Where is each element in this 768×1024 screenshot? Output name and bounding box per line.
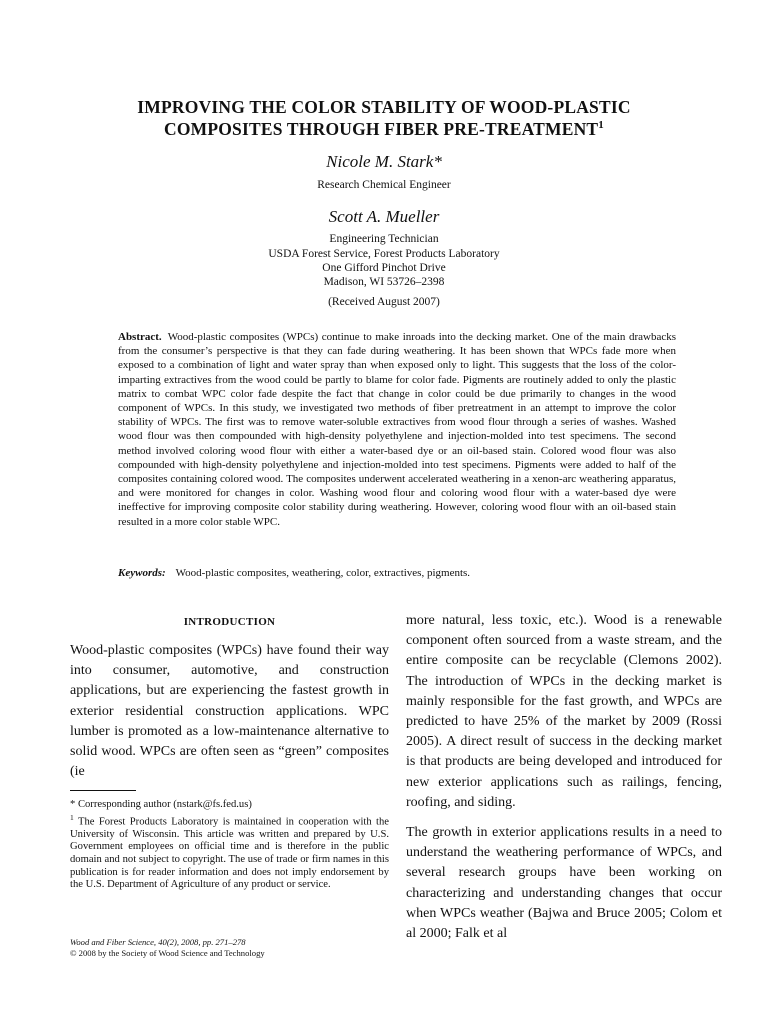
keywords-label: Keywords:	[118, 567, 166, 579]
abstract	[118, 330, 676, 529]
intro-right-column	[406, 611, 722, 944]
keywords-text: Wood-plastic composites, weathering, color, extractives, pigments.	[175, 567, 471, 579]
received-date: (Received August 2007)	[328, 296, 440, 308]
keywords	[118, 566, 676, 580]
footnote-divider	[70, 790, 136, 791]
author-role-2: Engineering Technician	[329, 233, 439, 245]
author-role-1: Research Chemical Engineer	[317, 179, 451, 191]
journal-info	[70, 937, 470, 959]
affiliation-street: One Gifford Pinchot Drive	[322, 262, 446, 274]
title-line-2-text: COMPOSITES THROUGH FIBER PRE-TREATMENT	[163, 119, 599, 139]
affiliation-city: Madison, WI 53726–2398	[323, 276, 445, 288]
footnote-1	[70, 812, 389, 892]
journal-citation: Wood and Fiber Science, 40(2), 2008, pp. 271–278	[70, 937, 246, 947]
title-line-2	[60, 118, 708, 140]
paper-title	[60, 96, 708, 140]
abstract-label: Abstract.	[118, 331, 162, 343]
affiliation-org: USDA Forest Service, Forest Products Laboratory	[268, 248, 500, 260]
footnotes	[70, 799, 389, 892]
section-heading-introduction: INTRODUCTION	[183, 616, 276, 628]
title-line-1: IMPROVING THE COLOR STABILITY OF WOOD-PLASTIC	[137, 97, 631, 117]
author-name-1: Nicole M. Stark*	[326, 152, 442, 171]
intro-right-paragraph-2: The growth in exterior applications results in a need to understand the weathering performance of WPCs, and several research groups have been working on characterizing and understanding changes that occur when WPCs weather (Bajwa and Bruce 2005; Colom et al 2000; Falk et al	[406, 825, 722, 942]
journal-copyright: © 2008 by the Society of Wood Science and Technology	[70, 948, 265, 958]
footnote-corresponding-author: * Corresponding author (nstark@fs.fed.us)	[70, 799, 252, 810]
footnote-1-text: The Forest Products Laboratory is maintained in cooperation with the University of Wisconsin. This article was written and prepared by U.S. Government employees on official time and is therefore in the public domain and not subject to copyright. The use of trade or firm names in this publication is for reader information and does not imply endorsement by the U.S. Department of Agriculture of any product or service.	[70, 816, 389, 891]
author-name-2: Scott A. Mueller	[328, 207, 440, 226]
title-footnote-mark: 1	[598, 119, 604, 132]
intro-right-paragraph-1: more natural, less toxic, etc.). Wood is a renewable component often sourced from a waste stream, and the entire composite can be recyclable (Clemons 2002). The introduction of WPCs in the decking market is mainly responsible for the fast growth, and WPCs are predicted to have 25% of the market by 2009 (Rossi 2005). A direct result of success in the decking market is that products are being developed and introduced for new exterior applications such as railings, fencing, roofing, and siding.	[406, 613, 722, 810]
footnote-1-mark: 1	[70, 812, 74, 822]
abstract-text: Wood-plastic composites (WPCs) continue to make inroads into the decking market. One of the main drawbacks from the consumer’s perspective is that they can fade during weathering. It has been shown that WPCs fade more when exposed to a combination of light and water spray than when exposed only to light. This suggests that the loss of the color-imparting extractives from the wood could be partly to blame for color fade. Pigments are routinely added to only the plastic matrix to combat WPC color fade despite the fact that change in color could be due primarily to changes in the wood component of WPCs. In this study, we investigated two methods of fiber pretreatment in an attempt to improve the color stability of WPCs. The first was to remove water-soluble extractives from wood flour through a series of washes. Washed wood flour was then compounded with high-density polyethylene and injection-molded into test specimens. The second method involved coloring wood flour with either a water-based dye or an oil-based stain. Colored wood flour was also compounded with high-density polyethylene and injection-molded into test specimens. Pigments were added to half of the composites containing colored wood. The composites underwent accelerated weathering in a xenon-arc weathering apparatus, and were monitored for changes in color. Washing wood flour and coloring wood flour with a water-based dye were ineffective for improving composite color stability during weathering. However, coloring wood flour with an oil-based stain resulted in a more color stable WPC.	[118, 331, 676, 528]
intro-left-column	[70, 641, 389, 782]
intro-left-paragraph: Wood-plastic composites (WPCs) have found their way into consumer, automotive, and construction applications, but are experiencing the fastest growth in exterior residential construction applications. WPC lumber is promoted as a low-maintenance alternative to solid wood. WPCs are often seen as “green” composites (ie	[70, 643, 389, 780]
